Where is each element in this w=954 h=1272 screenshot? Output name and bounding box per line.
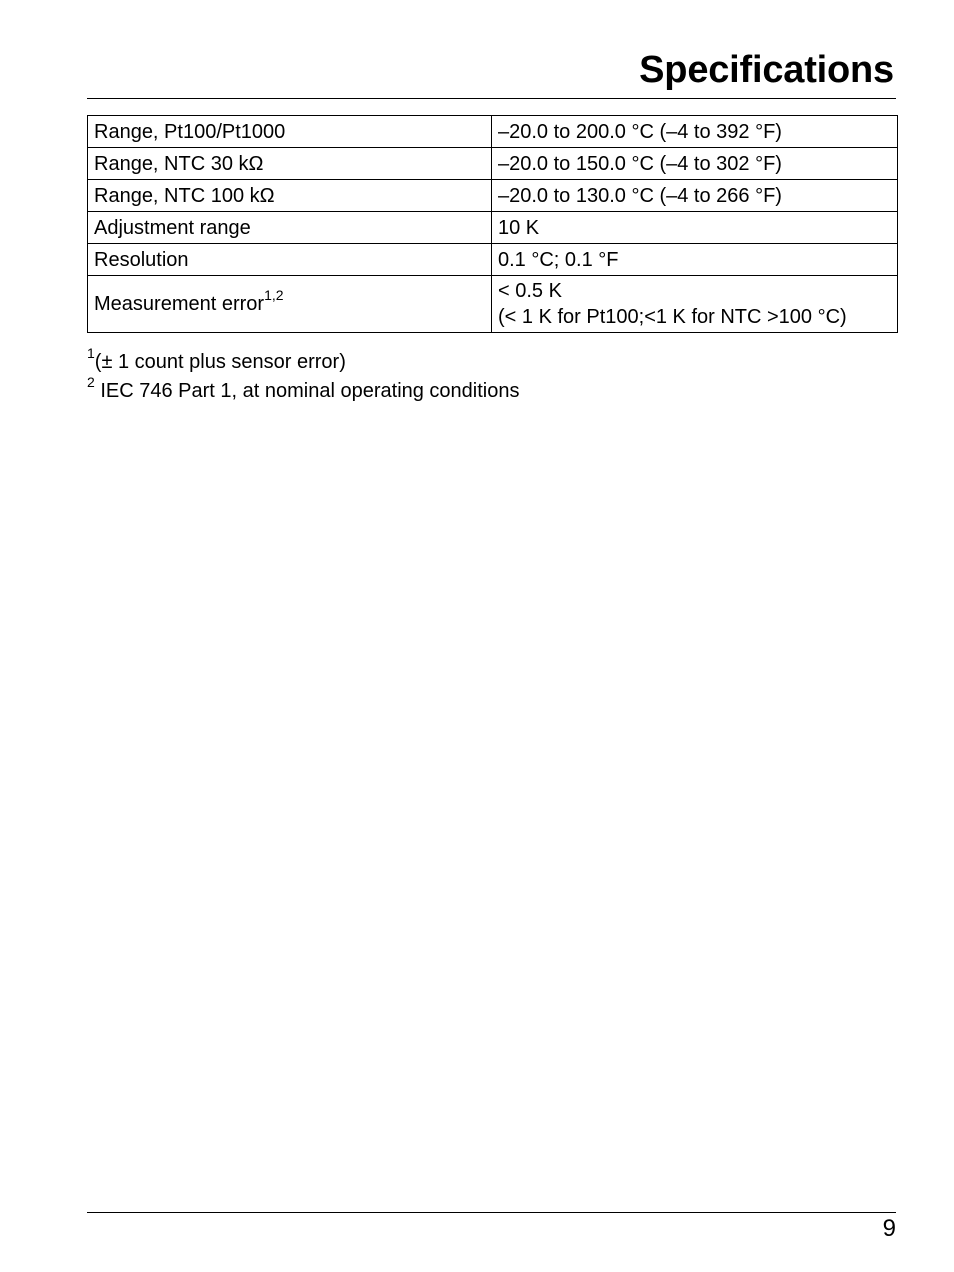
spec-value: –20.0 to 200.0 °C (–4 to 392 °F) <box>492 116 898 148</box>
table-row <box>88 148 898 180</box>
spec-label: Range, NTC 30 kΩ <box>88 148 492 180</box>
table-row <box>88 244 898 276</box>
page-title: Specifications <box>639 49 894 91</box>
spec-label: Range, NTC 100 kΩ <box>88 180 492 212</box>
spec-value: 0.1 °C; 0.1 °F <box>492 244 898 276</box>
spec-value: –20.0 to 130.0 °C (–4 to 266 °F) <box>492 180 898 212</box>
table-row <box>88 276 898 333</box>
spec-value-cell <box>492 276 898 333</box>
table-row <box>88 116 898 148</box>
table-row <box>88 180 898 212</box>
spec-label: Resolution <box>88 244 492 276</box>
footnote-text: IEC 746 Part 1, at nominal operating conditions <box>94 380 520 402</box>
spec-value: < 0.5 K <box>498 280 562 302</box>
spec-label-cell <box>88 276 492 333</box>
footnotes <box>87 345 520 406</box>
spec-label: Measurement error <box>94 293 265 315</box>
table-row <box>88 212 898 244</box>
spec-value: –20.0 to 150.0 °C (–4 to 302 °F) <box>492 148 898 180</box>
footer-rule <box>87 1212 896 1213</box>
footnote-reference: 1,2 <box>264 287 284 304</box>
page-number: 9 <box>882 1215 896 1242</box>
footnote-text: (± 1 count plus sensor error) <box>94 351 346 373</box>
footnote-marker: 2 <box>87 374 95 391</box>
spec-label: Range, Pt100/Pt1000 <box>88 116 492 148</box>
footnote-1 <box>87 345 520 377</box>
footnote-marker: 1 <box>87 345 95 362</box>
specifications-table <box>87 115 898 333</box>
header-rule <box>87 98 896 99</box>
footnote-2 <box>87 374 520 406</box>
spec-value-note: (< 1 K for Pt100;<1 K for NTC >100 °C) <box>498 306 847 328</box>
spec-label: Adjustment range <box>88 212 492 244</box>
spec-value: 10 K <box>492 212 898 244</box>
